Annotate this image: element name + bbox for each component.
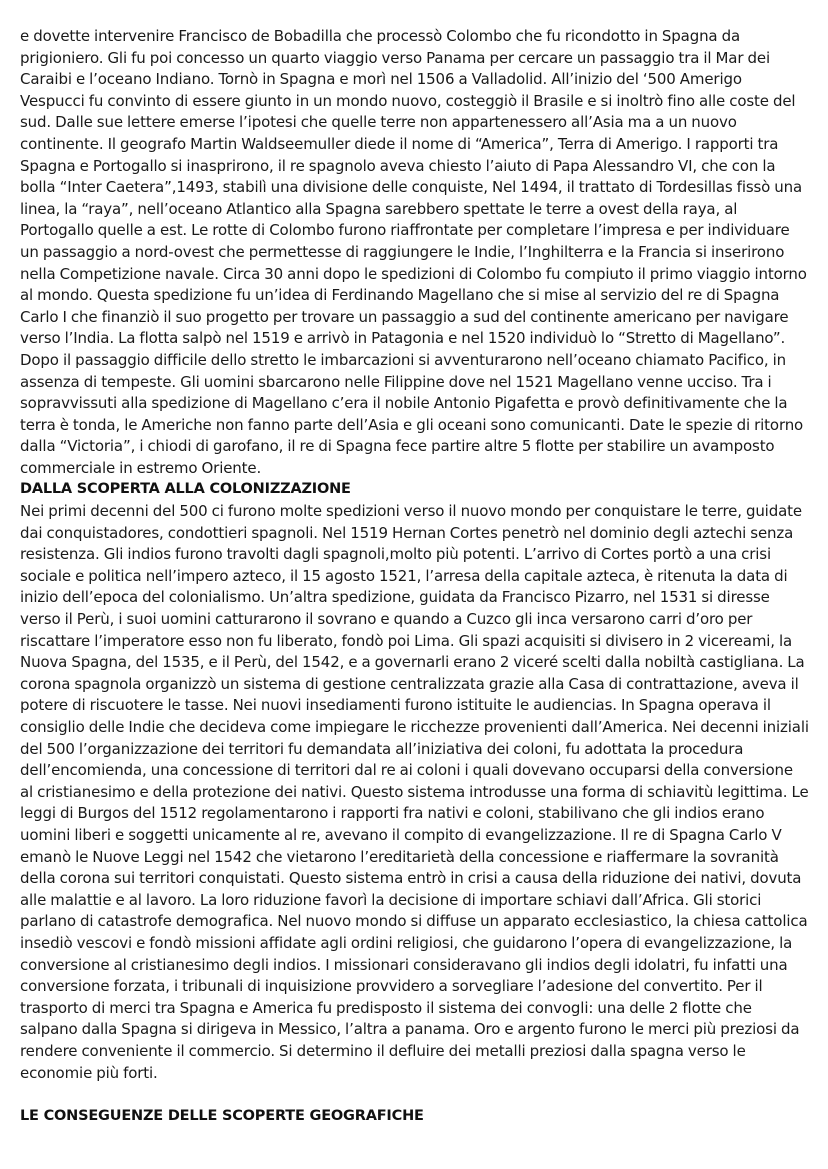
section-heading-colonizzazione: DALLA SCOPERTA ALLA COLONIZZAZIONE [20, 481, 351, 498]
paragraph-colonizzazione: Nei primi decenni del 500 ci furono molte spedizioni verso il nuovo mondo per conquistare le terre, guidate dai conquistadores, condottieri spagnoli. Nel 1519 Hernan Cortes penetrò nel dominio degli aztechi senza resistenza. Gli indios furono travolti dagli spagnoli,molto più potenti. L’arrivo di Cortes portò a una crisi sociale e politica nell’impero azteco, il 15 agosto 1521, l’arresa della capitale azteca, è ritenuta la data di inizio dell’epoca del colonialismo. Un’altra spedizione, guidata da Francisco Pizarro, nel 1531 si diresse verso il Perù, i suoi uomini catturarono il sovrano e quando a Cuzco gli inca versarono carri d’oro per riscattare l’imperatore esso non fu liberato, fondò poi Lima. Gli spazi acquisiti si divisero in 2 vicereami, la Nuova Spagna, del 1535, e il Perù, del 1542, e a governarli erano 2 viceré scelti dalla nobiltà castigliana. La corona spagnola organizzò un sistema di gestione centralizzata grazie alla Casa di contrattazione, aveva il potere di riscuotere le tasse. Nei nuovi insediamenti furono istituite le audiencias. In Spagna operava il consiglio delle Indie che decideva come impiegare le ricchezze provenienti dall’America. Nei decenni iniziali del 500 l’organizzazione dei territori fu demandata all’iniziativa dei coloni, fu adottata la procedura dell’encomienda, una concessione di territori dal re ai coloni i quali dovevano occuparsi della conversione al cristianesimo e della protezione dei nativi. Questo sistema introdusse una forma di schiavitù legittima. Le leggi di Burgos del 1512 regolamentarono i rapporti fra nativi e coloni, stabilivano che gli indios erano uomini liberi e soggetti unicamente al re, avevano il compito di evangelizzazione. Il re di Spagna Carlo V emanò le Nuove Leggi nel 1542 che vietarono l’ereditarietà della concessione e riaffermare la sovranità della corona sui territori conquistati. Questo sistema entrò in crisi a causa della riduzione dei nativi, dovuta alle malattie e al lavoro. La loro riduzione favorì la decisione di importare schiavi dall’Africa. Gli storici parlano di catastrofe demografica. Nel nuovo mondo si diffuse un apparato ecclesiastico, la chiesa cattolica insediò vescovi e fondò missioni affidate agli ordini religiosi, che guidarono l’opera di evangelizzazione, la conversione al cristianesimo degli indios. I missionari consideravano gli indios degli idolatri, fu infatti una conversione forzata, i tribunali di inquisizione provvidero a sorvegliare l’adesione del convertito. Per il trasporto di merci tra Spagna e America fu predisposto il sistema dei convogli: una delle 2 flotte che salpano dalla Spagna si dirigeva in Messico, l’altra a panama. Oro e argento furono le merci più preziosi da rendere conveniente il commercio. Si determino il defluire dei metalli preziosi dalla spagna verso le economie più forti. [20, 502, 809, 1082]
paragraph-colombo-magellano: e dovette intervenire Francisco de Bobadilla che processò Colombo che fu ricondotto in Spagna da prigioniero. Gli fu poi concesso un quarto viaggio verso Panama per cercare un passaggio tra il Mar dei Caraibi e l’oceano Indiano. Tornò in Spagna e morì nel 1506 a Valladolid. All’inizio del ‘500 Amerigo Vespucci fu convinto di essere giunto in un mondo nuovo, costeggiò il Brasile e si inoltrò fino alle coste del sud. Dalle sue lettere emerse l’ipotesi che quelle terre non appartenessero all’Asia ma a un nuovo continente. Il geografo Martin Waldseemuller diede il nome di “America”, Terra di Amerigo. I rapporti tra Spagna e Portogallo si inasprirono, il re spagnolo aveva chiesto l’aiuto di Papa Alessandro VI, che con la bolla “Inter Caetera”,1493, stabilì una divisione delle conquiste, Nel 1494, il trattato di Tordesillas fissò una linea, la “raya”, nell’oceano Atlantico alla Spagna sarebbero spettate le terre a ovest della raya, al Portogallo quelle a est. Le rotte di Colombo furono riaffrontate per completare l’impresa e per individuare un passaggio a nord-ovest che permettesse di raggiungere le Indie, l’Inghilterra e la Francia si inserirono nella Competizione navale. Circa 30 anni dopo le spedizioni di Colombo fu compiuto il primo viaggio intorno al mondo. Questa spedizione fu un’idea di Ferdinando Magellano che si mise al servizio del re di Spagna Carlo I che finanziò il suo progetto per trovare un passaggio a sud del continente americano per navigare verso l’India. La flotta salpò nel 1519 e arrivò in Patagonia e nel 1520 individuò lo “Stretto di Magellano”. Dopo il passaggio difficile dello stretto le imbarcazioni si avventurarono nell’oceano chiamato Pacifico, in assenza di tempeste. Gli uomini sbarcarono nelle Filippine dove nel 1521 Magellano venne ucciso. Tra i sopravvissuti alla spedizione di Magellano c’era il nobile Antonio Pigafetta e provò definitivamente che la terra è tonda, le Americhe non fanno parte dell’Asia e gli oceani sono comunicanti. Date le spezie di ritorno dalla “Victoria”, i chiodi di garofano, il re di Spagna fece partire altre 5 flotte per stabilire un avamposto commerciale in estremo Oriente. [20, 27, 807, 477]
document-page [20, 26, 810, 1128]
section-heading-conseguenze: LE CONSEGUENZE DELLE SCOPERTE GEOGRAFICHE [20, 1108, 424, 1125]
